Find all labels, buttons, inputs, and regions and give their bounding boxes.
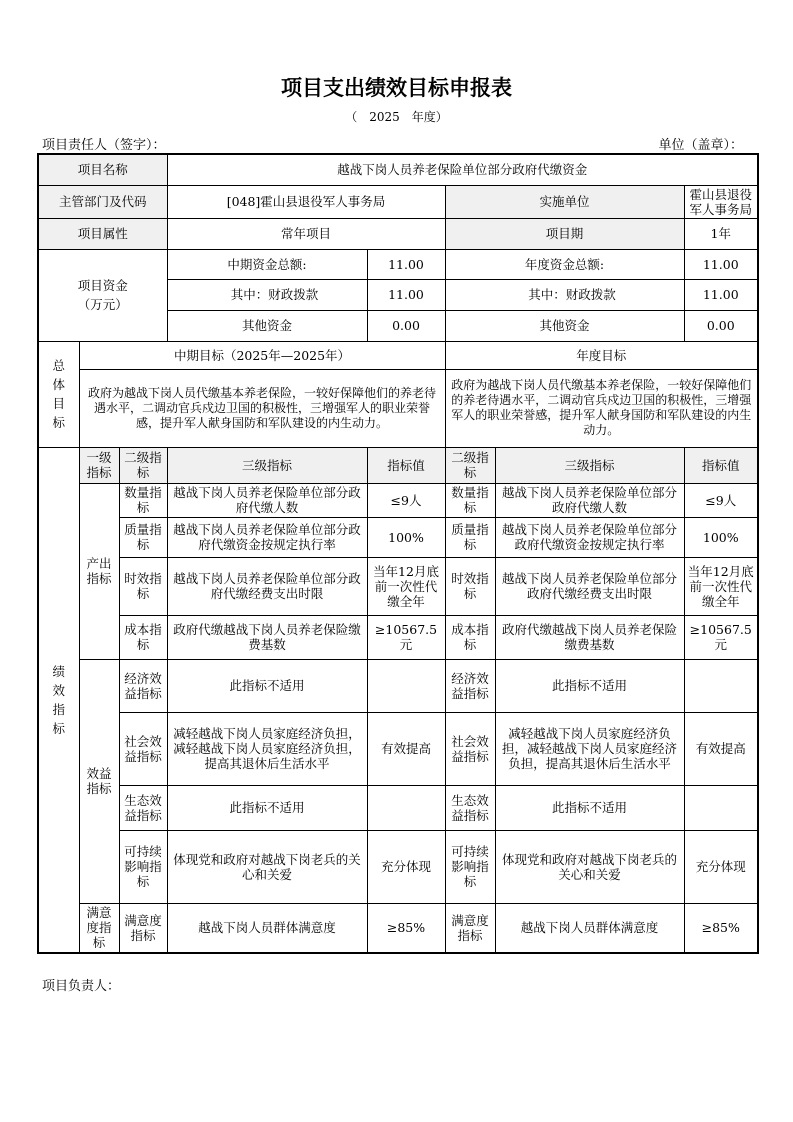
- benefit-label: 效益指标: [79, 659, 119, 903]
- col-year-value-header: 指标值: [684, 447, 758, 483]
- row-level2: 社会效益指标: [119, 712, 167, 785]
- period-label: 项目期: [445, 218, 684, 249]
- year-total-value: 11.00: [684, 249, 758, 279]
- row-mid-level3: 此指标不适用: [167, 785, 367, 830]
- year-goal-header: 年度目标: [445, 341, 758, 369]
- col-year-level2-header: 二级指标: [445, 447, 495, 483]
- overall-goal-label: [38, 341, 79, 447]
- responsible-signature-label: 项目责任人（签字）：: [42, 138, 166, 153]
- row-level2: 质量指标: [119, 517, 167, 557]
- row-year-value: ≥10567.5元: [684, 615, 758, 659]
- row-year-value: [684, 785, 758, 830]
- mid-fiscal-label: 其中：财政拨款: [167, 279, 367, 310]
- row-year-level2: 满意度指标: [445, 903, 495, 953]
- row-level2: 生态效益指标: [119, 785, 167, 830]
- row-mid-value: 当年12月底前一次性代缴全年: [367, 557, 445, 615]
- table-row: [38, 557, 758, 615]
- mid-goal-text: 政府为越战下岗人员代缴基本养老保险，一较好保障他们的养老待遇水平，二调动官兵戍边卫国的积极性，三增强军人的职业荣誉感，提升军人献身国防和军队建设的内生动力。: [79, 369, 445, 447]
- year-line: （ 2025 年度）: [345, 110, 448, 124]
- col-level2-header: 二级指标: [119, 447, 167, 483]
- project-leader-label: 项目负责人：: [42, 979, 121, 994]
- page-title: 项目支出绩效目标申报表: [281, 76, 512, 100]
- table-row: [38, 785, 758, 830]
- row-mid-level3: 减轻越战下岗人员家庭经济负担，减轻越战下岗人员家庭经济负担，提高其退休后生活水平: [167, 712, 367, 785]
- row-mid-level3: 越战下岗人员养老保险单位部分政府代缴资金按规定执行率: [167, 517, 367, 557]
- satis-label: 满意度指标: [79, 903, 119, 953]
- impl-value: 霍山县退役军人事务局: [684, 185, 758, 218]
- row-year-value: 有效提高: [684, 712, 758, 785]
- row-level2: 时效指标: [119, 557, 167, 615]
- row-mid-level3: 此指标不适用: [167, 659, 367, 712]
- row-mid-value: 有效提高: [367, 712, 445, 785]
- table-row: [38, 903, 758, 953]
- unit-seal-label: 单位（盖章）：: [658, 138, 743, 153]
- row-year-level2: 可持续影响指标: [445, 830, 495, 903]
- row-mid-value: [367, 785, 445, 830]
- row-mid-level3: 越战下岗人员养老保险单位部分政府代缴人数: [167, 483, 367, 517]
- row-year-level2: 社会效益指标: [445, 712, 495, 785]
- impl-label: 实施单位: [445, 185, 684, 218]
- year-total-label: 年度资金总额:: [445, 249, 684, 279]
- row-mid-value: ≥10567.5元: [367, 615, 445, 659]
- row-year-value: ≤9人: [684, 483, 758, 517]
- mid-total-label: 中期资金总额:: [167, 249, 367, 279]
- attr-value: 常年项目: [167, 218, 445, 249]
- mid-total-value: 11.00: [367, 249, 445, 279]
- row-mid-value: 100%: [367, 517, 445, 557]
- row-mid-value: [367, 659, 445, 712]
- mid-fiscal-value: 11.00: [367, 279, 445, 310]
- row-level2: 数量指标: [119, 483, 167, 517]
- row-year-level3: 减轻越战下岗人员家庭经济负担，减轻越战下岗人员家庭经济负担，提高其退休后生活水平: [495, 712, 684, 785]
- table-row: [38, 615, 758, 659]
- table-row: [38, 517, 758, 557]
- perf-label-text: 绩效指标: [52, 663, 65, 736]
- row-mid-level3: 越战下岗人员群体满意度: [167, 903, 367, 953]
- funds-label-text: 项目资金（万元）: [77, 278, 128, 312]
- row-year-level2: 数量指标: [445, 483, 495, 517]
- col-level3-header: 三级指标: [167, 447, 367, 483]
- perf-label: [38, 447, 79, 953]
- project-name-value: 越战下岗人员养老保险单位部分政府代缴资金: [167, 154, 758, 185]
- table-row: [38, 712, 758, 785]
- row-year-level3: 越战下岗人员养老保险单位部分政府代缴人数: [495, 483, 684, 517]
- table-row: [38, 483, 758, 517]
- row-year-level3: 政府代缴越战下岗人员养老保险缴费基数: [495, 615, 684, 659]
- dept-value: [048]霍山县退役军人事务局: [167, 185, 445, 218]
- overall-goal-label-text: 总体目标: [52, 358, 65, 430]
- row-year-level3: 体现党和政府对越战下岗老兵的关心和关爱: [495, 830, 684, 903]
- row-year-value: ≥85%: [684, 903, 758, 953]
- table-row: [38, 659, 758, 712]
- year-fiscal-label: 其中：财政拨款: [445, 279, 684, 310]
- dept-label: 主管部门及代码: [38, 185, 167, 218]
- row-year-value: 充分体现: [684, 830, 758, 903]
- row-year-value: 当年12月底前一次性代缴全年: [684, 557, 758, 615]
- row-mid-level3: 越战下岗人员养老保险单位部分政府代缴经费支出时限: [167, 557, 367, 615]
- row-year-level3: 越战下岗人员养老保险单位部分政府代缴资金按规定执行率: [495, 517, 684, 557]
- row-year-value: 100%: [684, 517, 758, 557]
- row-year-level2: 生态效益指标: [445, 785, 495, 830]
- row-level2: 成本指标: [119, 615, 167, 659]
- row-year-level2: 时效指标: [445, 557, 495, 615]
- performance-form-table: [37, 153, 759, 954]
- row-level2: 满意度指标: [119, 903, 167, 953]
- row-year-level3: 越战下岗人员养老保险单位部分政府代缴经费支出时限: [495, 557, 684, 615]
- year-other-value: 0.00: [684, 310, 758, 341]
- row-mid-value: 充分体现: [367, 830, 445, 903]
- row-year-level2: 经济效益指标: [445, 659, 495, 712]
- mid-other-label: 其他资金: [167, 310, 367, 341]
- attr-label: 项目属性: [38, 218, 167, 249]
- row-year-level3: 此指标不适用: [495, 659, 684, 712]
- output-label: 产出指标: [79, 483, 119, 659]
- table-row: [38, 830, 758, 903]
- mid-goal-header: 中期目标（2025年—2025年）: [79, 341, 445, 369]
- project-name-label: 项目名称: [38, 154, 167, 185]
- row-level2: 经济效益指标: [119, 659, 167, 712]
- row-mid-level3: 体现党和政府对越战下岗老兵的关心和关爱: [167, 830, 367, 903]
- row-year-value: [684, 659, 758, 712]
- row-year-level2: 质量指标: [445, 517, 495, 557]
- col-year-level3-header: 三级指标: [495, 447, 684, 483]
- mid-other-value: 0.00: [367, 310, 445, 341]
- col-level1-header: 一级指标: [79, 447, 119, 483]
- row-mid-value: ≥85%: [367, 903, 445, 953]
- row-level2: 可持续影响指标: [119, 830, 167, 903]
- row-year-level2: 成本指标: [445, 615, 495, 659]
- period-value: 1年: [684, 218, 758, 249]
- row-mid-level3: 政府代缴越战下岗人员养老保险缴费基数: [167, 615, 367, 659]
- year-fiscal-value: 11.00: [684, 279, 758, 310]
- row-year-level3: 此指标不适用: [495, 785, 684, 830]
- col-value-header: 指标值: [367, 447, 445, 483]
- year-other-label: 其他资金: [445, 310, 684, 341]
- row-mid-value: ≤9人: [367, 483, 445, 517]
- row-year-level3: 越战下岗人员群体满意度: [495, 903, 684, 953]
- year-goal-text: 政府为越战下岗人员代缴基本养老保险，一较好保障他们的养老待遇水平，二调动官兵戍边卫国的积极性，三增强军人的职业荣誉感，提升军人献身国防和军队建设的内生动力。: [445, 369, 758, 447]
- funds-label: [38, 249, 167, 341]
